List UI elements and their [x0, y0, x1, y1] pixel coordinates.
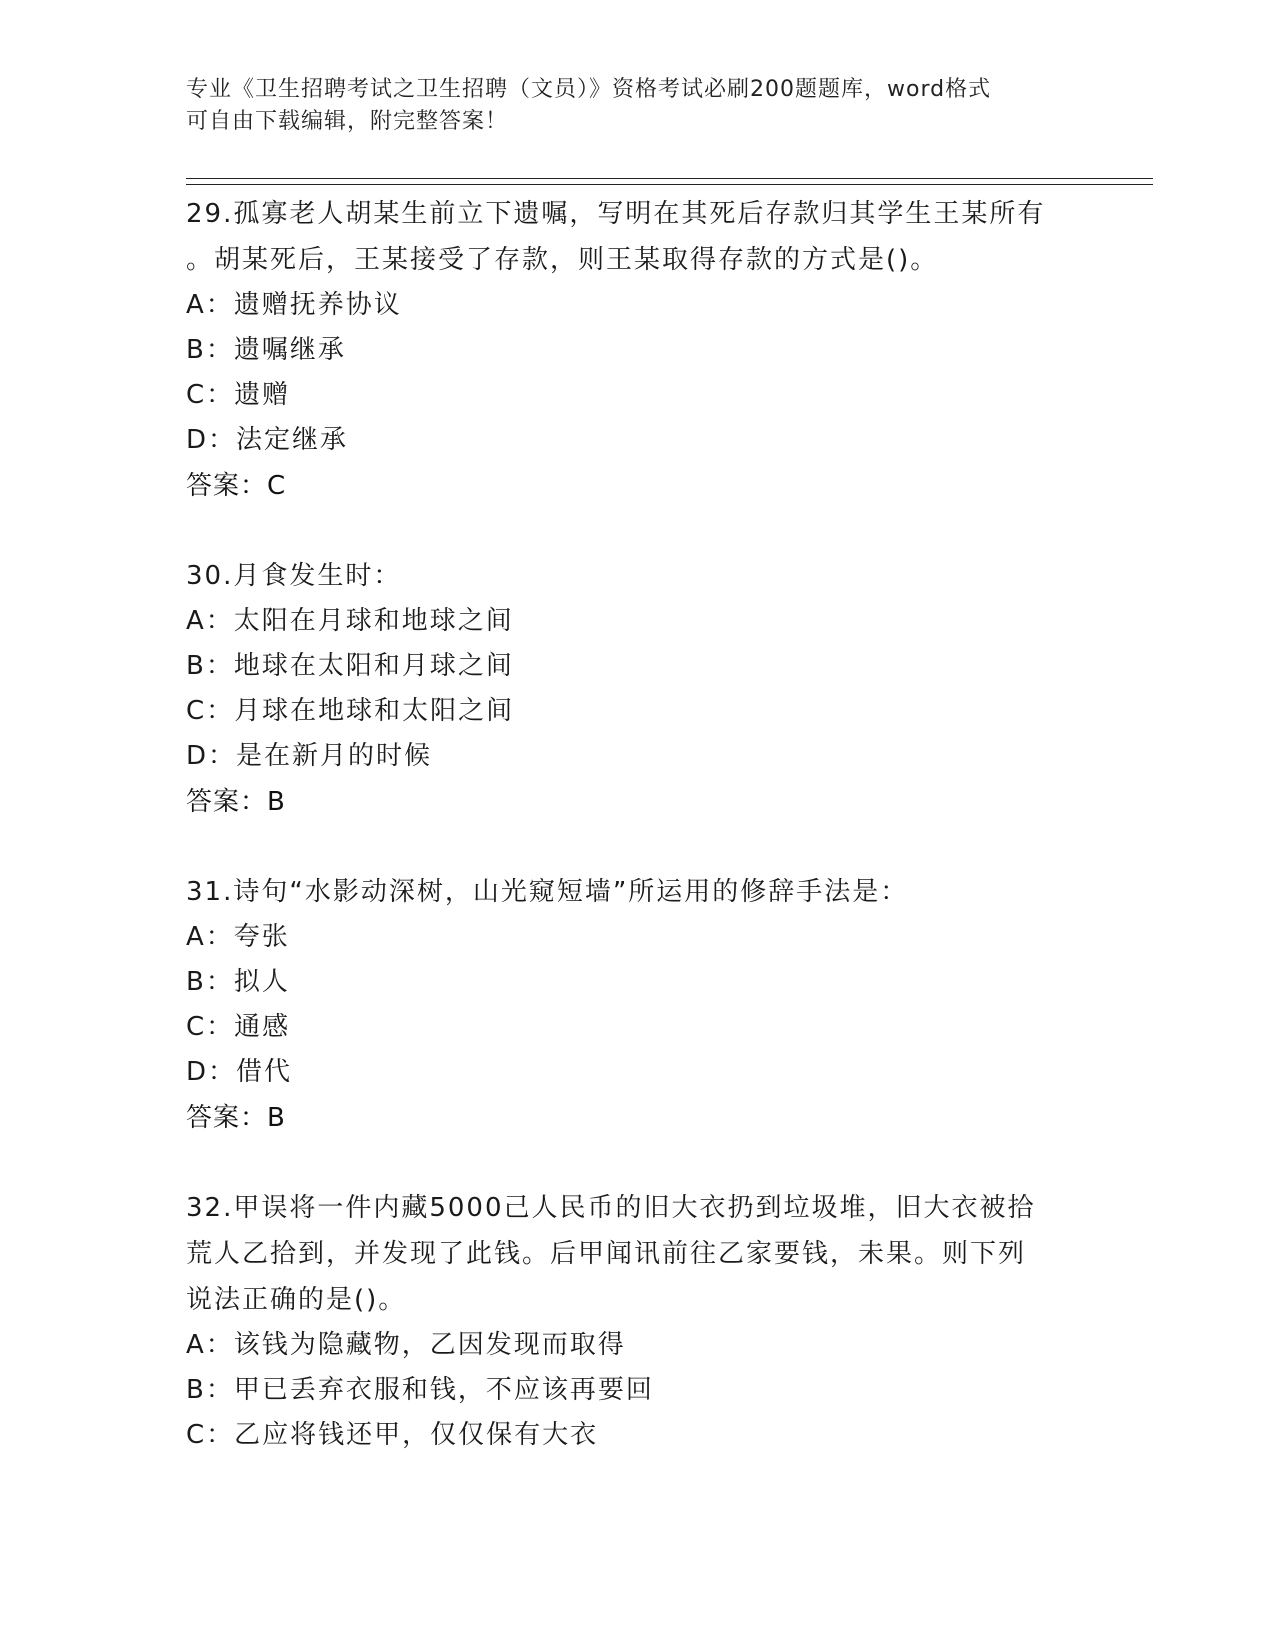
question-31: [186, 869, 1086, 1141]
question-list: [186, 191, 1086, 1502]
answer-line: 答案：B: [186, 787, 286, 817]
option-b: B：甲已丢弃衣服和钱，不应该再要回: [186, 1375, 654, 1405]
option-a: A：太阳在月球和地球之间: [186, 606, 514, 636]
header-divider-bottom: [186, 184, 1153, 185]
question-stem-line: 。胡某死后，王某接受了存款，则王某取得存款的方式是()。: [186, 245, 939, 275]
question-stem-line: 荒人乙拾到，并发现了此钱。后甲闻讯前往乙家要钱，未果。则下列: [186, 1239, 1027, 1269]
question-stem-line: 31.诗句“水影动深树，山光窥短墙”所运用的修辞手法是：: [186, 877, 909, 907]
header-line-1: 专业《卫生招聘考试之卫生招聘（文员）》资格考试必刷200题题库，word格式: [186, 77, 992, 102]
question-32: [186, 1185, 1086, 1458]
option-c: C：月球在地球和太阳之间: [186, 696, 515, 726]
header-divider-top: [186, 178, 1153, 179]
option-d: D：是在新月的时候: [186, 741, 433, 771]
answer-line: 答案：C: [186, 471, 287, 501]
question-stem-line: 29.孤寡老人胡某生前立下遗嘱，写明在其死后存款归其学生王某所有: [186, 199, 1046, 229]
option-b: B：地球在太阳和月球之间: [186, 651, 514, 681]
option-a: A：该钱为隐藏物，乙因发现而取得: [186, 1330, 626, 1360]
question-stem-line: 说法正确的是()。: [186, 1285, 407, 1315]
question-29: [186, 191, 1086, 509]
question-stem-line: 32.甲误将一件内藏5000己人民币的旧大衣扔到垃圾堆，旧大衣被拾: [186, 1193, 1036, 1223]
question-stem-line: 30.月食发生时：: [186, 561, 402, 591]
answer-line: 答案：B: [186, 1103, 286, 1133]
document-header: [186, 74, 1086, 138]
option-c: C：乙应将钱还甲，仅仅保有大衣: [186, 1420, 599, 1450]
option-b: B：遗嘱继承: [186, 335, 346, 365]
header-line-2: 可自由下载编辑，附完整答案！: [186, 109, 509, 134]
option-a: A：夸张: [186, 922, 290, 952]
option-c: C：遗赠: [186, 380, 291, 410]
option-a: A：遗赠抚养协议: [186, 290, 402, 320]
option-b: B：拟人: [186, 967, 290, 997]
option-c: C：通感: [186, 1012, 291, 1042]
option-d: D：借代: [186, 1057, 293, 1087]
option-d: D：法定继承: [186, 425, 349, 455]
question-30: [186, 553, 1086, 825]
